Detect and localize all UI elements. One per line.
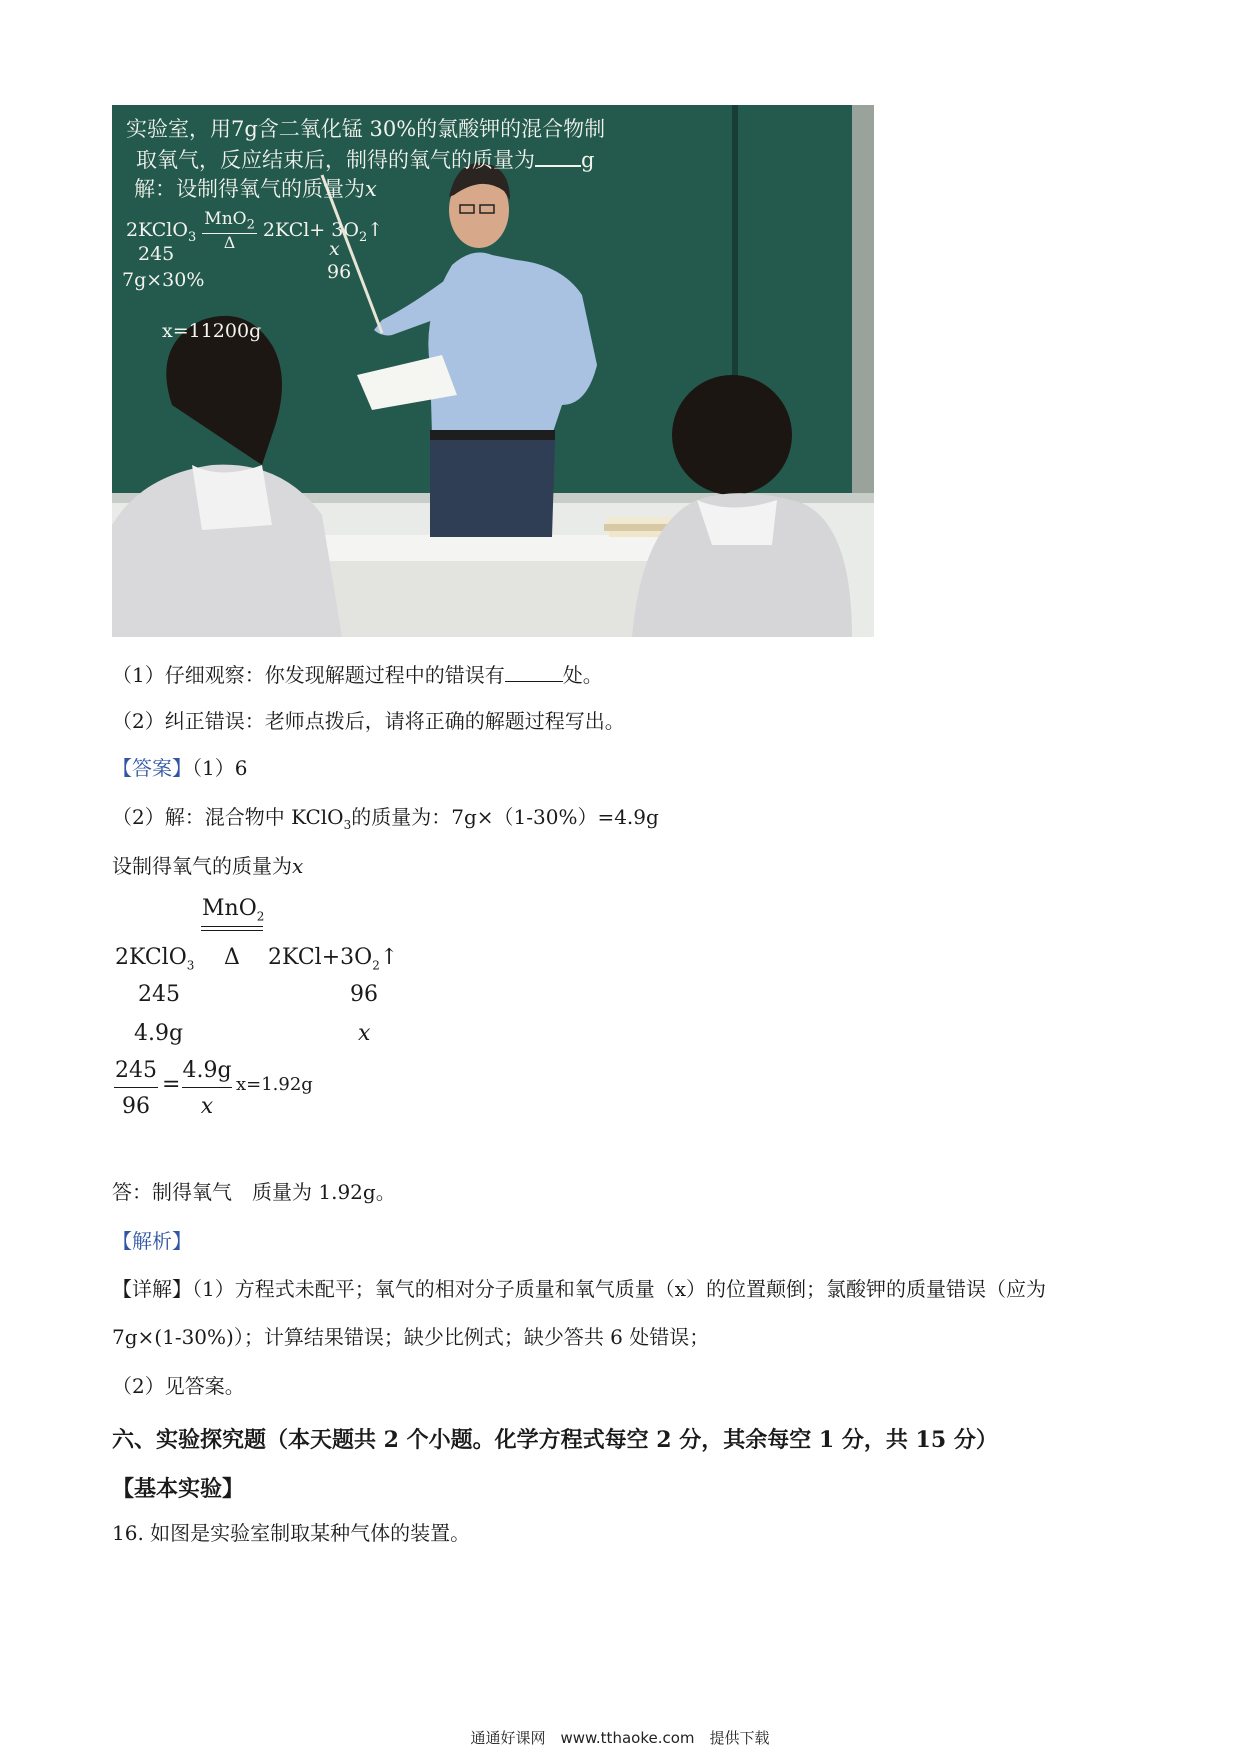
fraction-1-den: 96 (122, 1094, 150, 1119)
fraction-equals: = (162, 1072, 181, 1097)
board-answer-blank (535, 149, 581, 167)
answer-2-sub: 3 (343, 818, 352, 832)
conclusion: 答：制得氧气 质量为 1.92g。 (112, 1180, 396, 1204)
board-var: x (365, 177, 377, 201)
board-products-sub: 2 (358, 230, 368, 245)
answer-tag: 【答案】 (112, 756, 192, 780)
equation-reactant (115, 947, 194, 971)
board-mass-expr: 7g×30% (122, 269, 205, 291)
answer-2 (112, 807, 659, 831)
equation-solution: x=1.92g (236, 1074, 313, 1095)
board-problem-line2 (136, 149, 594, 171)
detail-tag: 【详解】 (112, 1277, 192, 1301)
board-96: 96 (327, 261, 352, 283)
question-1 (112, 664, 603, 685)
detail-line-3: （2）见答案。 (112, 1374, 245, 1398)
equation-m2: 96 (350, 982, 378, 1007)
condition-bar-2 (201, 930, 263, 931)
board-result: x=11200g (162, 320, 262, 342)
question-1-text: （1）仔细观察：你发现解题过程中的错误有 (112, 663, 505, 687)
page-footer: 通通好课网 www.tthaoke.com 提供下载 (470, 1729, 770, 1747)
detail-line-1 (112, 1279, 1046, 1299)
let-line (112, 856, 303, 876)
equation-m1: 245 (138, 982, 180, 1007)
board-solve-text: 解：设制得氧气的质量为 (134, 177, 365, 201)
answer-1: （1）6 (192, 756, 248, 780)
detail-line-2: 7g×(1-30%)）；计算结果错误；缺少比例式；缺少答共 6 处错误； (112, 1325, 710, 1349)
board-problem-text: 取氧气，反应结束后，制得的氧气的质量为 (136, 148, 535, 172)
board-x-under: x (329, 238, 340, 260)
equation-g2: x (358, 1021, 371, 1046)
board-products: 2KCl+ 3O (262, 219, 359, 242)
fraction-2-den: x (200, 1094, 214, 1119)
equation-reactant-text: 2KClO (115, 945, 187, 970)
equation-heat: Δ (224, 945, 240, 970)
fraction-2 (182, 1058, 232, 1119)
question-16: 16. 如图是实验室制取某种气体的装置。 (112, 1521, 471, 1545)
equation-catalyst-text: MnO (202, 896, 257, 921)
board-unit: g (581, 148, 595, 172)
board-condition (202, 211, 257, 251)
board-solve-line (134, 179, 377, 200)
board-catalyst: MnO (204, 209, 247, 229)
let-var: x (292, 854, 304, 878)
board-reactant: 2KClO (126, 219, 188, 242)
question-1-blank (505, 664, 563, 682)
let-text: 设制得氧气的质量为 (112, 854, 292, 878)
board-245: 245 (138, 243, 175, 265)
equation-g1: 4.9g (134, 1021, 184, 1046)
fraction-2-num: 4.9g (182, 1058, 232, 1088)
equation-reactant-sub: 3 (186, 958, 195, 973)
question-1-tail: 处。 (562, 663, 603, 687)
fraction-1-num: 245 (114, 1058, 158, 1088)
board-arrow: ↑ (367, 219, 384, 242)
answer-2-pre: （2）解：混合物中 KClO (112, 805, 344, 829)
analysis-tag: 【解析】 (112, 1229, 192, 1253)
answer-line (112, 758, 247, 778)
board-reactant-sub: 3 (187, 230, 197, 245)
question-2: （2）纠正错误：老师点拨后，请将正确的解题过程写出。 (112, 709, 625, 733)
section-heading: 六、实验探究题（本天题共 2 个小题。化学方程式每空 2 分，其余每空 1 分，共 15 分） (112, 1427, 998, 1453)
board-catalyst-sub: 2 (246, 217, 255, 233)
equation-products-text: 2KCl+3O (268, 945, 373, 970)
condition-bar-1 (201, 926, 263, 927)
equation-arrow: ↑ (379, 945, 399, 970)
equation-catalyst-sub: 2 (256, 909, 265, 924)
fraction-1 (114, 1058, 158, 1119)
detail-line-1-text: （1）方程式未配平；氧气的相对分子质量和氧气质量（x）的位置颠倒；氯酸钾的质量错误（应为 (192, 1277, 1047, 1301)
equation-products (268, 947, 398, 971)
equation-catalyst (202, 898, 264, 922)
basic-experiment-heading: 【基本实验】 (112, 1476, 245, 1502)
equation-products-sub: 2 (372, 958, 380, 973)
answer-2-post: 的质量为：7g×（1-30%）=4.9g (351, 805, 659, 829)
board-problem-line1: 实验室，用7g含二氧化锰 30%的氯酸钾的混合物制 (126, 117, 606, 141)
classroom-illustration (112, 105, 874, 637)
board-heat: Δ (223, 233, 236, 253)
